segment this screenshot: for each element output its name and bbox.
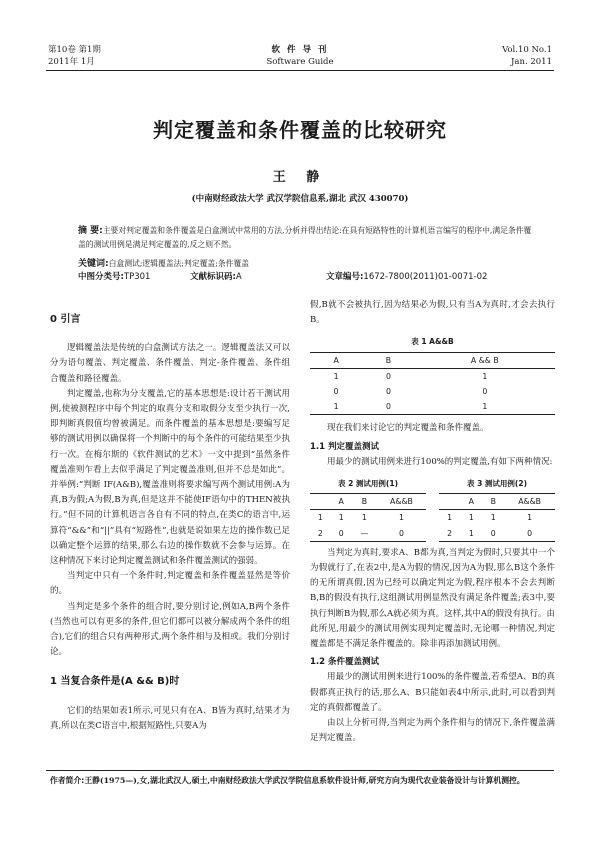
table-cell: 0 <box>385 371 391 381</box>
table-cell: 0 <box>482 387 488 397</box>
running-header-right <box>502 44 552 68</box>
table-2 <box>310 474 426 542</box>
paragraph: 用最少的测试用例来进行100%的判定覆盖,有如下两种情况: <box>327 456 553 467</box>
left-column <box>50 298 290 734</box>
table-1-caption: 表 1 A&&B <box>411 337 454 347</box>
table-row <box>310 510 426 526</box>
table-header-cell: B <box>490 497 496 507</box>
table-header-row <box>310 352 555 368</box>
paragraph: 由以上分析可得,当判定为两个条件相与的情况下,条件覆盖满足判定覆盖。 <box>310 718 555 744</box>
table-cell: 1 <box>361 513 367 523</box>
document-code-value: A <box>235 272 242 282</box>
table-row <box>439 510 555 526</box>
keywords <box>78 256 538 269</box>
author-name: 王 静 <box>272 170 328 185</box>
table-cell: 1 <box>338 513 344 523</box>
article-number-label: 文章编号: <box>326 272 364 282</box>
table-cell: 1 <box>482 371 488 381</box>
volume-number-en: Vol.10 No.1 <box>502 45 552 55</box>
table-header-cell: B <box>361 497 368 507</box>
volume-issue: 第10卷 第1期 <box>48 45 101 55</box>
table-cell: 0 <box>333 387 339 397</box>
table-cell: 1 <box>333 402 339 412</box>
keywords-text: 白盒测试;逻辑覆盖法;判定覆盖;条件覆盖 <box>108 259 250 268</box>
table-header-cell: A&&B <box>518 497 542 507</box>
table-cell: — <box>360 528 369 538</box>
table-header-cell: A&&B <box>390 497 413 507</box>
table-header-cell: A <box>333 355 339 365</box>
author-footnote <box>50 774 555 788</box>
table-cell: 0 <box>385 387 391 397</box>
table-cell: 1 <box>527 513 533 523</box>
table-header-cell: A && B <box>470 355 499 365</box>
date-en: Jan. 2011 <box>511 57 552 67</box>
clc-value: TP301 <box>123 272 151 282</box>
table-header-row <box>439 494 555 510</box>
table-cell: 1 <box>490 513 496 523</box>
abstract-text: 主要对判定覆盖和条件覆盖是白盒测试中常用的方法,分析并得出结论:在具有短路特性的计算机语言编写的程序中,满足条件覆盖的测试用例是满足判定覆盖的,反之则不然。 <box>78 226 532 249</box>
table-cell: 1 <box>447 513 453 523</box>
table-cell: 0 <box>490 528 496 538</box>
footnote-text: 王静(1975—),女,湖北武汉人,硕士,中南财经政法大学武汉学院信息系软件设计师,研究方向为现代农业装备设计与计算机测控。 <box>84 776 525 785</box>
table-cell: 1 <box>482 402 488 412</box>
paragraph: 用最少的测试用例来进行100%的条件覆盖,若希望A、B的真假都真正执行的话,那么A、B只能如表4中所示,此时,可以看到判定的真假都覆盖了。 <box>310 672 555 713</box>
table-row <box>439 526 555 542</box>
clc-number <box>78 270 150 282</box>
table-cell: 2 <box>447 528 453 538</box>
document-code <box>190 270 242 282</box>
footnote-label: 作者简介: <box>50 776 85 785</box>
table-row <box>310 399 555 415</box>
paragraph: 当判定中只有一个条件时,判定覆盖和条件覆盖显然是等价的。 <box>50 571 290 597</box>
publication-date: 2011年 1月 <box>48 57 95 67</box>
keywords-label: 关键词: <box>78 259 109 269</box>
table-row <box>310 384 555 399</box>
table-cell: 1 <box>333 371 339 381</box>
journal-name-en: Software Guide <box>266 57 334 67</box>
table-header-cell: A <box>338 497 344 507</box>
document-code-label: 文献标识码: <box>190 272 236 282</box>
table-cell: 2 <box>317 528 323 538</box>
table-header-cell <box>310 494 331 510</box>
table-header-cell: A <box>468 497 474 507</box>
paragraph: 逻辑覆盖法是传统的白盒测试方法之一。逻辑覆盖法又可以分为语句覆盖、判定覆盖、条件覆盖、判定-条件覆盖、条件组合覆盖和路径覆盖。 <box>50 343 290 384</box>
header-rule <box>46 70 554 71</box>
table-3-caption: 表 3 测试用例(2) <box>466 479 527 489</box>
paragraph: 它们的结果如表1所示,可见只有在A、B皆为真时,结果才为真,所以在类C语言中,根据短路性,只要A为 <box>50 705 290 731</box>
footnote-rule <box>46 770 554 771</box>
paragraph: 假,B就不会被执行,因为结果必为假,只有当A为真时,才会去执行B。 <box>310 300 555 326</box>
paragraph: 现在我们来讨论它的判定覆盖和条件覆盖。 <box>327 423 489 434</box>
section-heading-1: 1 当复合条件是(A && B)时 <box>50 676 180 688</box>
table-header-cell: B <box>385 355 392 365</box>
table-cell: 0 <box>398 528 404 538</box>
table-cell: 1 <box>398 513 404 523</box>
table-cell: 0 <box>527 528 533 538</box>
article-number-value: 1672-7800(2011)01-0071-02 <box>363 272 488 282</box>
clc-label: 中图分类号: <box>78 272 124 282</box>
table-row <box>310 368 555 384</box>
paragraph: 判定覆盖,也称为分支覆盖,它的基本思想是:设计若干测试用例,使被测程序中每个判定的取真分支和取假分支至少执行一次,即判断真假值均曾被满足。而条件覆盖的基本思想是:要编写足够的测试用例以确保将一个判断中的每个条件的可能结果至少执行一次。在梅尔斯的《软件测试的艺术》一文中提到“虽然条件覆盖准则乍看上去似乎满足了判定覆盖准则,但并不总是如此”。并举例:“判断 IF(A&B),覆盖准则将要求编写两个测试用例:A为真,B为假;A为假,B为真,但是这并不能使IF语句中的THEN被执行。”但不同的计算机语言各自有不同的特点,在类C的语言中,运算符“&&”和“||”具有“短路性”,也就是说如果左边的操作数已足以确定整个运算的结果,那么右边的操作数就不会参与运算。在这种情况下来讨论判定覆盖测试和条件覆盖测试的强弱。 <box>50 388 290 567</box>
table-1 <box>310 332 555 415</box>
journal-name-cn: 软 件 导 刊 <box>271 45 329 55</box>
table-1-wrapper <box>310 332 555 415</box>
table-cell: 1 <box>317 513 323 523</box>
section-heading-0: 0 引言 <box>50 314 81 325</box>
paragraph: 当判定为真时,要求A、B都为真,当判定为假时,只要其中一个为假就行了,在表2中,是A为假的情况,因为A为假,那么B这个条件的无所谓真假,因为已经可以确定判定为假,程序根本不会去判断B,B的假没有执行,这组测试用例显然没有满足条件覆盖;表3中,要执行判断B为假,那么A就必须为真。这样,其中A的假没有执行。由此所见,用最少的测试用例实现判定覆盖时,无论哪一种情况,判定覆盖都是不满足条件覆盖的。除非再添加测试用例。 <box>310 547 555 650</box>
abstract <box>78 224 538 251</box>
author-affiliation: (中南财经政法大学 武汉学院信息系,湖北 武汉 430070) <box>191 194 409 204</box>
table-row <box>310 526 426 542</box>
subsection-heading-1-2: 1.2 条件覆盖测试 <box>310 657 380 668</box>
table-cell: 0 <box>385 402 391 412</box>
subsection-heading-1-1: 1.1 判定覆盖测试 <box>310 441 380 452</box>
paragraph: 当判定是多个条件的组合时,要分别讨论,例如A,B两个条件(当然也可以有更多的条件,但它们都可以被分解成两个条件的组合),它们的组合只有两种形式,两个条件相与及相或。我们分别讨论。 <box>50 601 290 658</box>
table-header-cell <box>439 494 460 510</box>
article-title: 判定覆盖和条件覆盖的比较研究 <box>153 118 447 142</box>
table-cell: 1 <box>468 513 474 523</box>
tables-2-3 <box>310 474 555 542</box>
abstract-label: 摘 要: <box>78 226 103 236</box>
table-cell: 0 <box>338 528 344 538</box>
table-2-caption: 表 2 测试用例(1) <box>337 479 398 489</box>
article-number <box>326 270 487 282</box>
table-cell: 1 <box>468 528 474 538</box>
table-3 <box>439 474 555 542</box>
table-header-row <box>310 494 426 510</box>
right-column <box>310 298 555 746</box>
